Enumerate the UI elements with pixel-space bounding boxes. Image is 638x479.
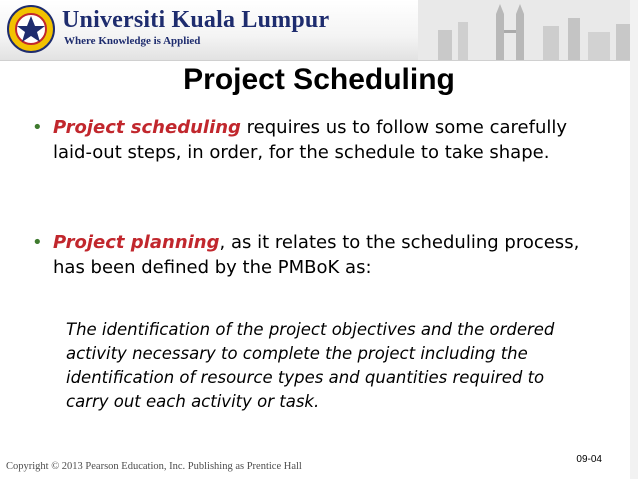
copyright-notice: Copyright © 2013 Pearson Education, Inc. Publishing as Prentice Hall [6,461,302,472]
bullet-term: Project planning [53,232,220,253]
bullet-project-scheduling [32,115,592,165]
bullet-term: Project scheduling [53,117,241,138]
bullet-text: , as it relates to the scheduling process, has been defined by the PMBoK as: [53,232,580,278]
city-skyline-icon [418,0,638,60]
bullet-icon: • [32,232,43,253]
institution-tagline: Where Knowledge is Applied [64,35,201,47]
university-crest-icon [6,4,56,54]
bullet-project-planning [32,230,592,280]
institution-name: Universiti Kuala Lumpur [62,7,330,33]
header-banner [0,0,638,61]
pmbok-definition: The identification of the project objectives and the ordered activity necessary to complete the project including the identification of resource types and quantities required to carry out each activity or task. [66,320,555,411]
slide-title: Project Scheduling [183,63,455,96]
bullet-icon: • [32,117,43,138]
slide-number: 09-04 [576,454,602,465]
bullet-text: requires us to follow some carefully laid-out steps, in order, for the schedule to take shape. [53,117,568,163]
